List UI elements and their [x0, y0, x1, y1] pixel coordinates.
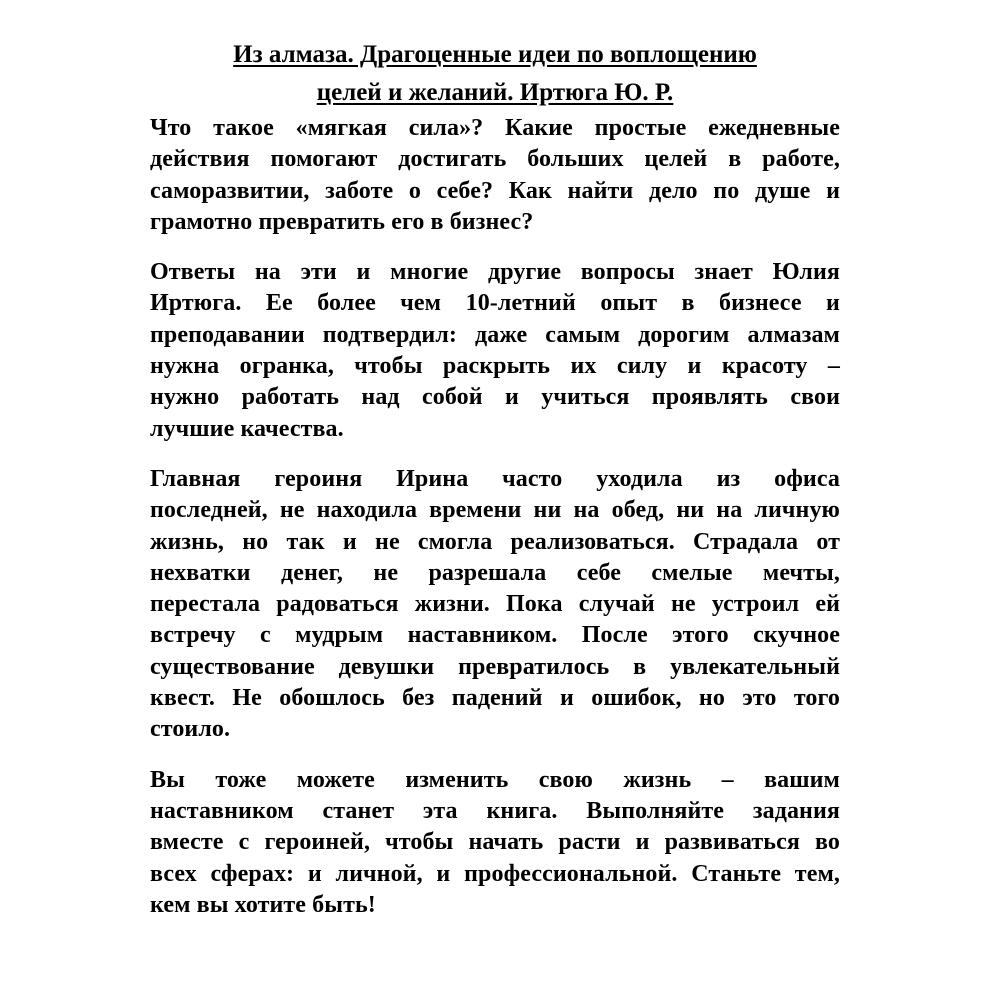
paragraph-line: преподавании подтвердил: даже самым дорогим алмазам: [150, 321, 840, 348]
document-title: [150, 36, 840, 112]
paragraph-line: Ответы на эти и многие другие вопросы знает Юлия: [150, 259, 840, 286]
paragraph-line: кем вы хотите быть!: [150, 891, 376, 918]
paragraph-line: Что такое «мягкая сила»? Какие простые ежедневные: [150, 115, 840, 141]
paragraph-line: квест. Не обошлось без падений и ошибок, но это того: [150, 685, 840, 712]
paragraph-line: вместе с героиней, чтобы начать расти и развиваться во: [150, 829, 840, 856]
paragraph-line: нужно работать над собой и учиться проявлять свои: [150, 384, 840, 411]
paragraph-line: Главная героиня Ирина часто уходила из офиса: [150, 465, 840, 492]
paragraph-line: Иртюга. Ее более чем 10-летний опыт в бизнесе и: [150, 290, 840, 317]
paragraph-line: саморазвитии, заботе о себе? Как найти дело по душе и: [150, 177, 840, 204]
paragraph-line: Вы тоже можете изменить свою жизнь – вашим: [150, 766, 840, 793]
paragraph-line: всех сферах: и личной, и профессиональной. Станьте тем,: [150, 860, 840, 887]
paragraph-3: [150, 464, 840, 746]
paragraph-line: существование девушки превратилось в увлекательный: [150, 653, 840, 680]
paragraph-line: встречу с мудрым наставником. После этого скучное: [150, 622, 840, 649]
paragraph-line: последней, не находила времени ни на обед, ни на личную: [150, 497, 840, 524]
paragraph-line: действия помогают достигать больших целей в работе,: [150, 146, 840, 173]
paragraph-4: [150, 765, 840, 921]
title-line-2: целей и желаний. Иртюга Ю. Р.: [316, 79, 674, 106]
paragraph-line: перестала радоваться жизни. Пока случай не устроил ей: [150, 591, 840, 618]
paragraph-1: [150, 113, 840, 238]
paragraph-line: стоило.: [150, 716, 231, 743]
document-body: [150, 113, 840, 940]
paragraph-2: [150, 257, 840, 445]
paragraph-line: нехватки денег, не разрешала себе смелые мечты,: [150, 559, 840, 586]
paragraph-line: нужна огранка, чтобы раскрыть их силу и красоту –: [150, 353, 840, 380]
paragraph-line: лучшие качества.: [150, 415, 344, 442]
paragraph-line: жизнь, но так и не смогла реализоваться. Страдала от: [150, 528, 840, 555]
title-line-1: Из алмаза. Драгоценные идеи по воплощению: [233, 41, 757, 68]
paragraph-line: грамотно превратить его в бизнес?: [150, 208, 534, 235]
paragraph-line: наставником станет эта книга. Выполняйте задания: [150, 797, 840, 824]
